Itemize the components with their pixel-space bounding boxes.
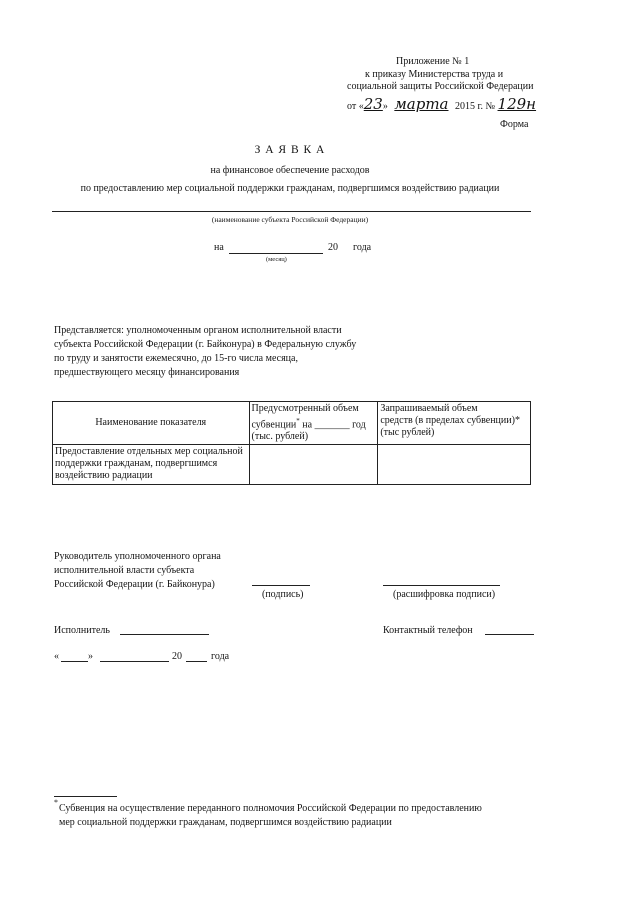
col3-header-line-1: Запрашиваемый объем <box>380 403 478 414</box>
col3-header <box>378 402 531 445</box>
month-field-line[interactable] <box>229 253 323 254</box>
order-line-2: социальной защиты Российской Федерации <box>347 81 534 92</box>
table-header-row <box>53 402 531 445</box>
instruction-block <box>54 324 356 380</box>
order-line-1: к приказу Министерства труда и <box>365 69 504 80</box>
request-table <box>52 401 531 485</box>
col2-header <box>249 402 378 445</box>
date-year-prefix: 20 <box>172 651 182 662</box>
form-label: Форма <box>500 119 529 130</box>
subject-caption: (наименование субъекта Российской Федерации) <box>211 215 369 224</box>
row1-label-line-1: Предоставление отдельных мер социальной <box>55 446 243 458</box>
subject-name-line[interactable] <box>52 211 531 212</box>
title-line-2: по предоставлению мер социальной поддержки гражданам, подвергшимся воздействию радиации <box>80 183 500 194</box>
instruction-line-3: по труду и занятости ежемесячно, до 15-го числа месяца, <box>54 353 298 364</box>
head-line-1: Руководитель уполномоченного органа <box>54 551 221 562</box>
year-suffix: года <box>353 242 372 253</box>
instruction-line-2: субъекта Российской Федерации (г. Байконура) в Федеральную службу <box>54 339 357 350</box>
executor-field-line[interactable] <box>120 634 209 635</box>
na-label: на <box>214 242 224 253</box>
table-row <box>53 445 531 485</box>
row1-planned-volume-cell[interactable] <box>249 445 378 485</box>
date-year-line[interactable] <box>186 661 207 662</box>
row1-requested-volume-cell[interactable] <box>378 445 531 485</box>
col2-header-subvention: субвенции <box>251 419 297 431</box>
col2-header-line-3: (тыс. рублей) <box>251 431 309 443</box>
row1-label-line-3: воздействию радиации <box>55 470 153 482</box>
phone-label: Контактный телефон <box>383 625 473 636</box>
date-prefix: от « <box>347 101 364 112</box>
order-number-handwritten: 129н <box>497 95 537 113</box>
head-line-3: Российской Федерации (г. Байконура) <box>54 579 215 590</box>
date-quote-close: » <box>382 101 388 112</box>
footnote-line-2: мер социальной поддержки гражданам, подвергшимся воздействию радиации <box>59 817 392 828</box>
date-day-handwritten: 23 <box>363 95 383 113</box>
title-line-1: на финансовое обеспечение расходов <box>210 165 370 176</box>
appendix-line: Приложение № 1 <box>396 56 470 67</box>
signature-caption: (подпись) <box>262 589 304 600</box>
col3-header-line-3: (тыс рублей) <box>380 427 435 438</box>
row1-label <box>53 445 250 485</box>
col1-header: Наименование показателя <box>53 402 250 445</box>
number-prefix: № <box>485 101 496 112</box>
month-caption: (месяц) <box>266 256 287 263</box>
row1-label-line-2: поддержки гражданам, подвергшимся <box>55 458 218 470</box>
date-close-quote: » <box>88 651 93 662</box>
date-year: 2015 г. <box>455 101 483 112</box>
date-month-line[interactable] <box>100 661 169 662</box>
footnote-mark: * <box>296 417 300 425</box>
col2-header-line-2 <box>252 415 376 431</box>
date-open-quote: « <box>54 651 59 662</box>
date-month-handwritten: марта <box>394 95 449 113</box>
executor-label: Исполнитель <box>54 625 110 636</box>
date-year-suffix: года <box>211 651 230 662</box>
col2-header-year: на _______ год <box>299 419 366 431</box>
order-date <box>347 95 536 113</box>
col2-header-line-1: Предусмотренный объем <box>251 403 359 414</box>
signature-line[interactable] <box>252 585 310 586</box>
phone-field-line[interactable] <box>485 634 534 635</box>
instruction-line-4: предшествующего месяцу финансирования <box>54 367 240 378</box>
footnote-text <box>59 802 482 830</box>
decode-caption: (расшифровка подписи) <box>393 589 496 600</box>
head-line-2: исполнительной власти субъекта <box>54 565 195 576</box>
year-prefix: 20 <box>328 242 338 253</box>
document-title: З А Я В К А <box>254 144 326 156</box>
col3-header-line-2: средств (в пределах субвенции)* <box>380 415 520 426</box>
footnote-separator <box>54 796 117 797</box>
footnote-line-1: Субвенция на осуществление переданного полномочия Российской Федерации по предоставлению <box>59 803 482 814</box>
footnote-asterisk: * <box>54 798 58 807</box>
head-title-block <box>54 550 221 592</box>
date-day-line[interactable] <box>61 661 88 662</box>
instruction-line-1: Представляется: уполномоченным органом исполнительной власти <box>54 325 342 336</box>
signature-decode-line[interactable] <box>383 585 500 586</box>
